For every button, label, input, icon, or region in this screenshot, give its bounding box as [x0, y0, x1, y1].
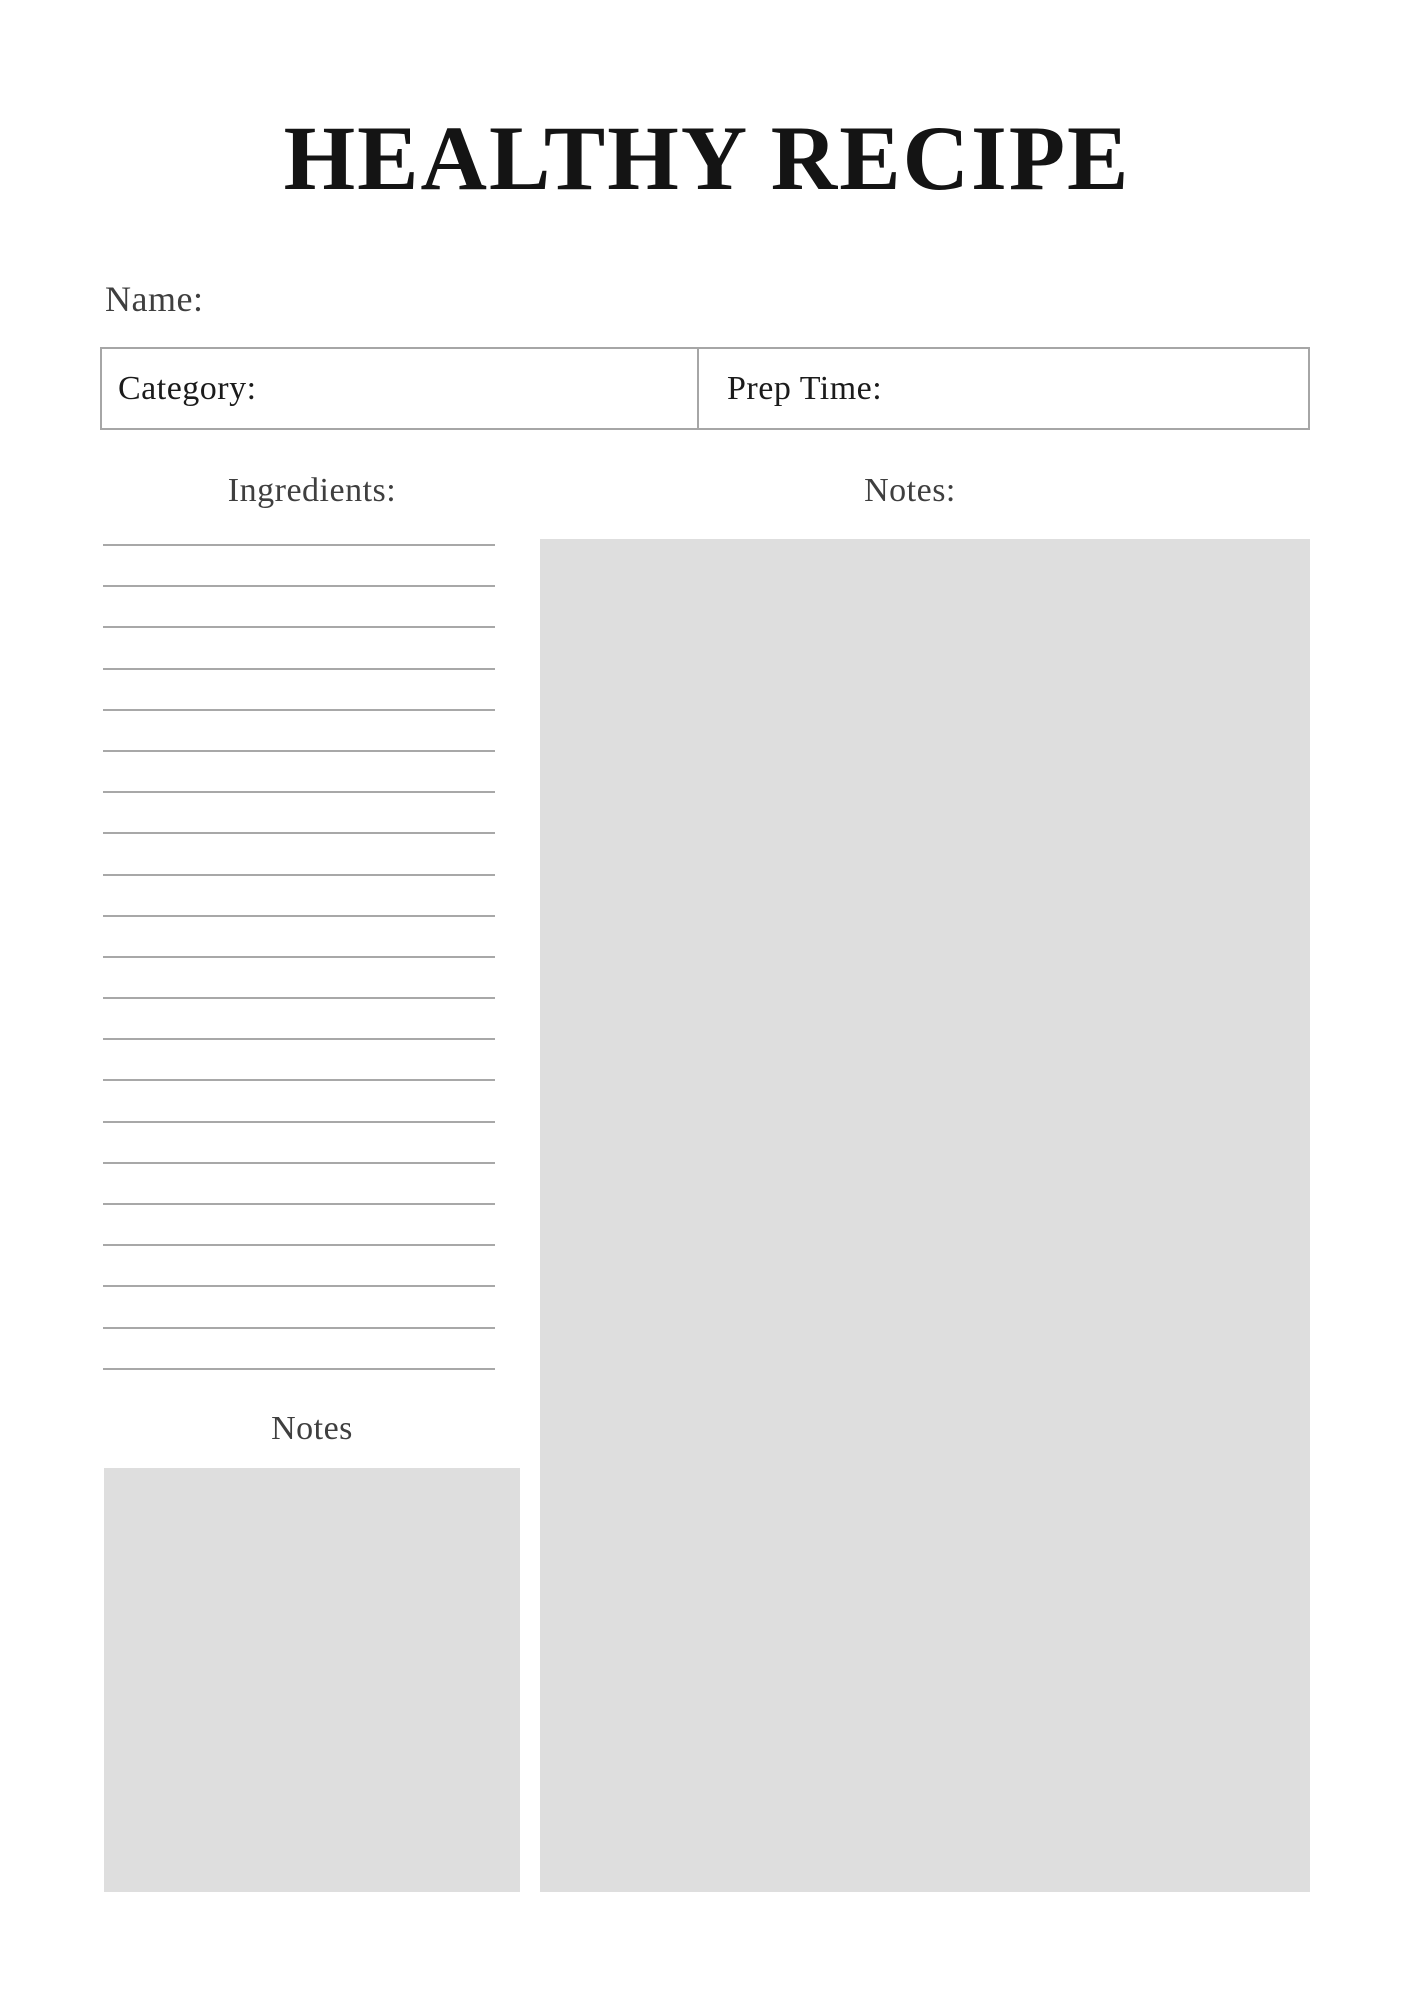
name-field-row — [105, 278, 1310, 320]
ingredient-line[interactable] — [103, 668, 495, 709]
ingredient-line[interactable] — [103, 997, 495, 1038]
ingredient-line[interactable] — [103, 1244, 495, 1285]
ingredient-line[interactable] — [103, 709, 495, 750]
ingredient-line[interactable] — [103, 544, 495, 585]
prep-time-input-area[interactable] — [699, 349, 1308, 428]
ingredient-line[interactable] — [103, 1162, 495, 1203]
ingredient-line[interactable] — [103, 585, 495, 626]
ingredient-line[interactable] — [103, 1121, 495, 1162]
ingredient-line[interactable] — [103, 1079, 495, 1120]
ingredient-line[interactable] — [103, 1285, 495, 1326]
ingredient-line[interactable] — [103, 626, 495, 667]
prep-time-label: Prep Time: — [727, 369, 883, 407]
ingredient-line[interactable] — [103, 1327, 495, 1368]
category-prep-box — [100, 347, 1310, 430]
ingredient-line[interactable] — [103, 750, 495, 791]
page-title: HEALTHY RECIPE — [283, 107, 1131, 209]
ingredients-header: Ingredients: — [227, 472, 397, 509]
ingredient-line[interactable] — [103, 915, 495, 956]
ingredient-line[interactable] — [103, 874, 495, 915]
ingredient-line[interactable] — [103, 956, 495, 997]
name-label: Name: — [105, 279, 204, 319]
notes-writing-area[interactable] — [540, 539, 1310, 1892]
ingredient-line[interactable] — [103, 791, 495, 832]
ingredient-line[interactable] — [103, 1368, 495, 1409]
name-input-area[interactable] — [213, 280, 1113, 320]
ingredients-notes-writing-area[interactable] — [104, 1468, 520, 1892]
ingredient-line[interactable] — [103, 1203, 495, 1244]
ingredients-notes-header: Notes — [271, 1410, 353, 1447]
notes-header: Notes: — [864, 472, 956, 509]
ingredients-lines — [103, 544, 495, 1409]
category-label: Category: — [118, 369, 257, 407]
ingredient-line[interactable] — [103, 1038, 495, 1079]
ingredient-line[interactable] — [103, 832, 495, 873]
category-input-area[interactable] — [102, 349, 699, 428]
